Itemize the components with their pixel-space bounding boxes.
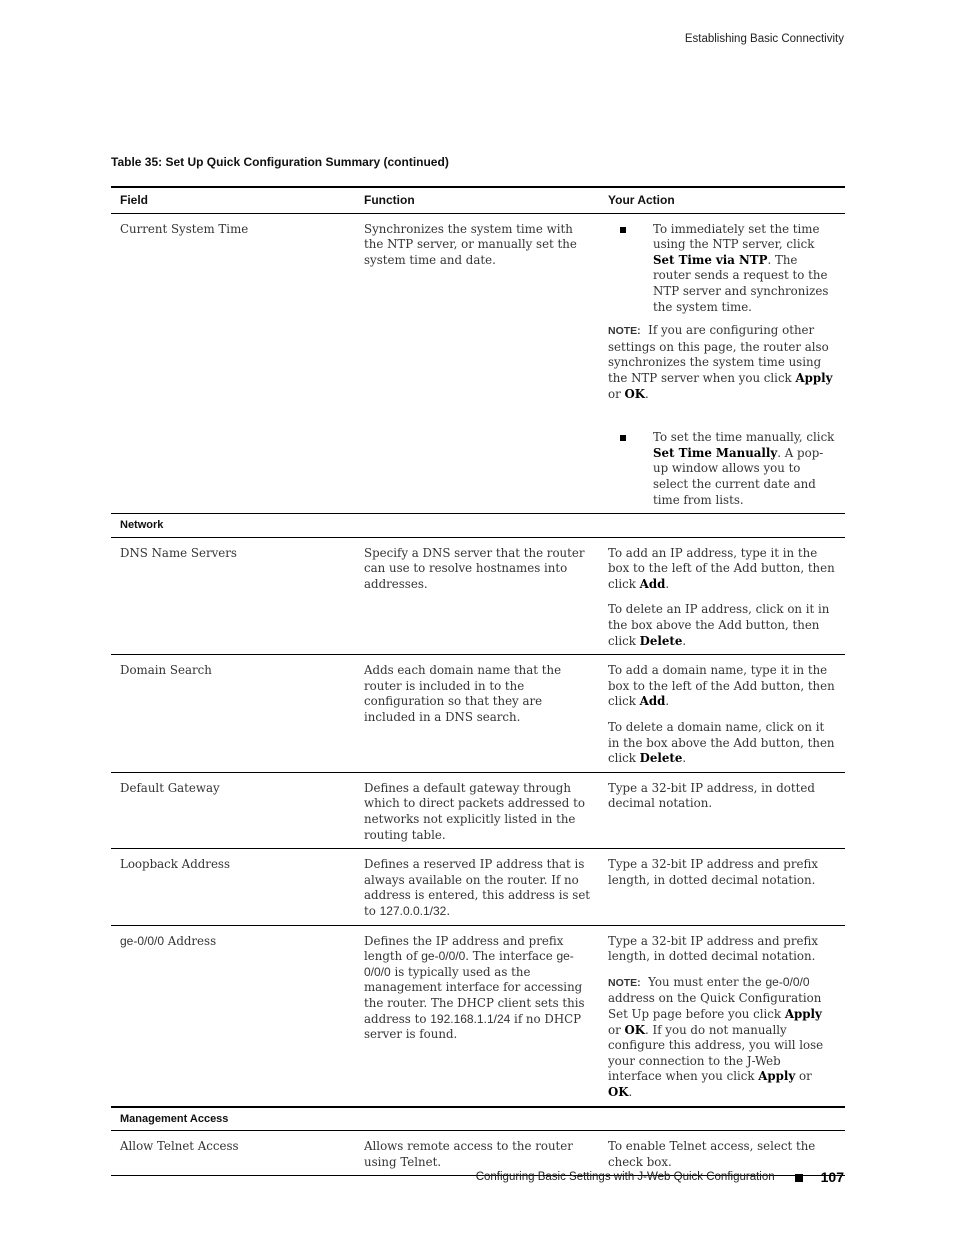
column-header-function: Function xyxy=(355,187,599,213)
ui-label: Set Time Manually xyxy=(653,445,778,460)
bullet-square-icon xyxy=(620,227,626,233)
text: Defines a reserved IP address that is always available on the router. If no address is entered, this address is set to xyxy=(364,857,591,918)
text: . xyxy=(682,633,687,648)
text: . The interface xyxy=(465,949,557,964)
ui-label: OK xyxy=(624,1022,646,1037)
note-label: NOTE: xyxy=(608,325,641,338)
text: To delete a domain name, click on it in the box above the Add button, then click xyxy=(608,720,835,766)
text: To set the time manually, click xyxy=(653,430,835,445)
field-cell: Domain Search xyxy=(111,655,355,773)
action-cell xyxy=(599,925,845,1106)
field-cell: Loopback Address xyxy=(111,849,355,925)
text: Address xyxy=(164,933,217,948)
text: Defines the IP address and prefix length of xyxy=(364,933,564,964)
text: If you are configuring other settings on this page, the router also synchronizes the system time using the NTP server when you click xyxy=(608,323,829,385)
column-header-field: Field xyxy=(111,187,355,213)
section-row-management xyxy=(111,1107,845,1131)
table-row xyxy=(111,655,845,773)
action-cell xyxy=(599,537,845,655)
section-row-network xyxy=(111,514,845,538)
action-cell: Type a 32-bit IP address and prefix length, in dotted decimal notation. xyxy=(599,849,845,925)
code-text: ge-0/0/0 xyxy=(364,949,574,979)
table-row xyxy=(111,849,845,925)
section-label: Management Access xyxy=(111,1107,845,1131)
text: . xyxy=(665,694,670,709)
text: To delete an IP address, click on it in the box above the Add button, then click xyxy=(608,602,830,648)
ui-label: Apply xyxy=(784,1006,822,1021)
function-cell xyxy=(355,925,599,1106)
table-header-row xyxy=(111,187,845,213)
function-cell: Defines a default gateway through which to direct packets addressed to networks not explicitly listed in the routing table. xyxy=(355,772,599,848)
function-cell: Synchronizes the system time with the NTP server, or manually set the system time and date. xyxy=(355,213,599,514)
action-paragraph: Type a 32-bit IP address and prefix length, in dotted decimal notation. xyxy=(608,933,818,964)
action-cell: To enable Telnet access, select the check box. xyxy=(599,1131,845,1176)
function-cell: Adds each domain name that the router is included in to the configuration so that they are included in a DNS search. xyxy=(355,655,599,773)
page-footer xyxy=(476,1170,844,1186)
text: is typically used as the management interface for accessing the router. The DHCP client sets this address to xyxy=(364,964,585,1026)
action-cell xyxy=(599,655,845,773)
ui-label: Delete xyxy=(639,751,683,766)
code-text: ge-0/0/0 xyxy=(120,933,165,948)
ui-label: Add xyxy=(639,576,666,591)
table-row xyxy=(111,1131,845,1176)
text: address on the Quick Configuration Set Up page before you click xyxy=(608,991,822,1021)
footer-square-icon xyxy=(795,1174,803,1182)
bullet-square-icon xyxy=(620,435,626,441)
text: or xyxy=(795,1069,812,1084)
section-label: Network xyxy=(111,514,845,538)
code-text: 192.168.1.1/24 xyxy=(430,1011,511,1026)
function-cell xyxy=(355,849,599,925)
field-cell: Allow Telnet Access xyxy=(111,1131,355,1176)
action-paragraph xyxy=(608,720,837,767)
ui-label: Apply xyxy=(758,1069,796,1084)
code-text: ge-0/0/0 xyxy=(421,949,466,964)
text: or xyxy=(608,1022,625,1037)
text: . The router sends a request to the NTP server and synchronizes the system time. xyxy=(653,252,829,314)
action-paragraph xyxy=(608,663,837,710)
page-number: 107 xyxy=(820,1169,844,1185)
bullet-item xyxy=(608,222,837,316)
field-cell: Default Gateway xyxy=(111,772,355,848)
text: You must enter the xyxy=(648,974,766,989)
field-cell xyxy=(111,925,355,1106)
table-row xyxy=(111,213,845,514)
text: To immediately set the time using the NTP server, click xyxy=(653,221,820,252)
table-caption: Table 35: Set Up Quick Configuration Summary (continued) xyxy=(111,155,449,169)
code-text: ge-0/0/0 xyxy=(765,974,810,989)
text: To add an IP address, type it in the box to the left of the Add button, then click xyxy=(608,545,835,591)
table-row xyxy=(111,772,845,848)
text: To add a domain name, type it in the box to the left of the Add button, then click xyxy=(608,663,835,709)
note-label: NOTE: xyxy=(608,976,641,989)
text: or xyxy=(608,386,625,401)
footer-title: Configuring Basic Settings with J-Web Quick Configuration xyxy=(475,1171,775,1183)
text: . xyxy=(446,903,451,918)
running-header: Establishing Basic Connectivity xyxy=(684,33,844,45)
text: . xyxy=(628,1084,633,1099)
ui-label: OK xyxy=(624,386,646,401)
text: . xyxy=(645,386,649,401)
ui-label: Set Time via NTP xyxy=(653,252,768,267)
text: . xyxy=(665,576,670,591)
table-row xyxy=(111,537,845,655)
action-paragraph xyxy=(608,602,837,649)
column-header-action: Your Action xyxy=(599,187,845,213)
code-text: 127.0.0.1/32 xyxy=(379,903,447,918)
action-cell xyxy=(599,213,845,514)
note xyxy=(608,323,837,402)
note xyxy=(608,975,837,1101)
text: . If you do not manually configure this address, you will lose your connection to the J-Web interface when you click xyxy=(608,1022,824,1084)
field-cell: Current System Time xyxy=(111,213,355,514)
text: . xyxy=(682,751,687,766)
ui-label: Delete xyxy=(639,633,683,648)
function-cell: Allows remote access to the router using Telnet. xyxy=(355,1131,599,1176)
table-row xyxy=(111,925,845,1106)
text: if no DHCP server is found. xyxy=(364,1011,582,1042)
bullet-item xyxy=(608,430,837,508)
ui-label: Add xyxy=(639,694,666,709)
action-paragraph xyxy=(608,546,837,593)
action-cell: Type a 32-bit IP address, in dotted decimal notation. xyxy=(599,772,845,848)
ui-label: Apply xyxy=(795,370,833,385)
summary-table xyxy=(111,186,845,1176)
ui-label: OK xyxy=(608,1084,629,1099)
text: . A pop-up window allows you to select the current date and time from lists. xyxy=(653,445,824,507)
function-cell: Specify a DNS server that the router can use to resolve hostnames into addresses. xyxy=(355,537,599,655)
field-cell: DNS Name Servers xyxy=(111,537,355,655)
